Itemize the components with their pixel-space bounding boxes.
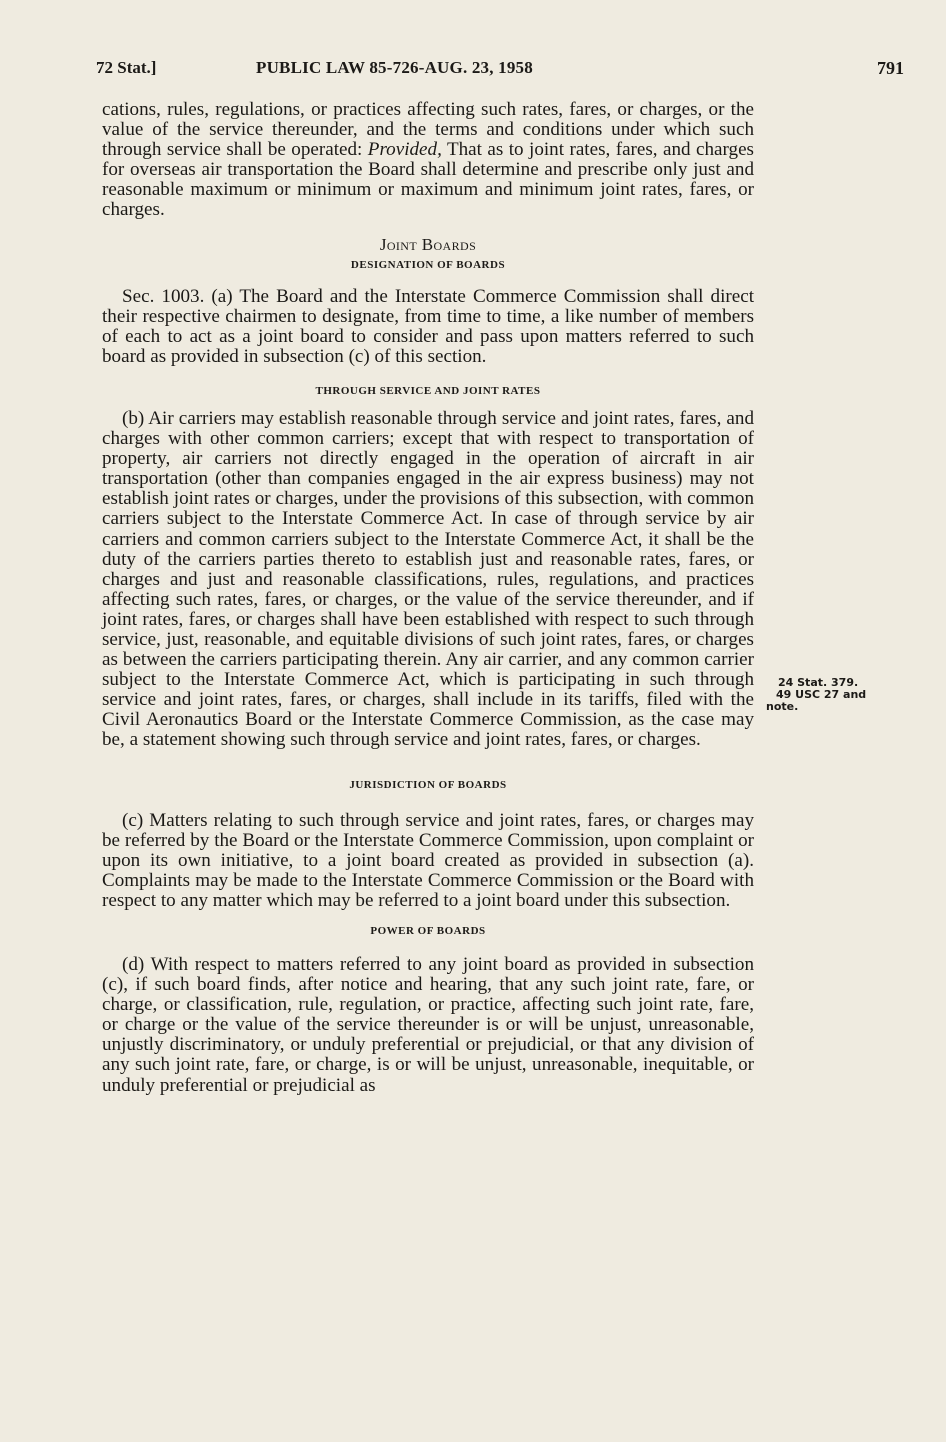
- paragraph-c: (c) Matters relating to such through service and joint rates, fares, or charges may be referred by the Board or the Interstate Commerce Commission, upon complaint or upon its own initiative, to a joint board created as provided in subsection (a). Complaints may be made to the Interstate Commerce Commission or the Board with respect to any matter which may be referred to a joint board under this subsection.: [102, 809, 754, 911]
- running-head: [96, 58, 904, 82]
- proviso-term: Provided,: [367, 139, 442, 161]
- volume-citation: 72 Stat.]: [96, 58, 157, 77]
- page-number: 791: [877, 58, 904, 78]
- subheading-power: POWER OF BOARDS: [370, 925, 486, 937]
- subheading-through-service: THROUGH SERVICE AND JOINT RATES: [315, 384, 541, 397]
- body-text: [102, 100, 754, 1096]
- law-title: PUBLIC LAW 85-726-AUG. 23, 1958: [256, 58, 533, 77]
- subheading-jurisdiction: JURISDICTION OF BOARDS: [349, 778, 507, 791]
- paragraph-a: Sec. 1003. (a) The Board and the Interstate Commerce Commission shall direct their respective chairmen to designate, from time to time, a like number of members of each to act as a joint board to consider and pass upon matters referred to such board as provided in subsection (c) of this section.: [102, 285, 754, 367]
- paragraph-continuation: [102, 100, 754, 221]
- continuation-text: cations, rules, regulations, or practices affecting such rates, fares, or charges, or the value of the service thereunder, and the terms and conditions under which such through service shall be operated:: [102, 99, 754, 161]
- paragraph-d: (d) With respect to matters referred to any joint board as provided in subsection (c), if such board finds, after notice and hearing, that any such joint rate, fare, or charge, or classification, rule, regulation, or practice, affecting such joint rate, fare, or charge or the value of the service thereunder is or will be unjust, unreasonable, unjustly discriminatory, or unduly preferential or prejudicial, or that any division of any such joint rate, fare, or charge, is or will be unjust, unreasonable, inequitable, or unduly preferential or prejudicial as: [102, 954, 754, 1096]
- margin-note-line: note.: [766, 700, 799, 713]
- margin-note-line: 24 Stat. 379.: [778, 676, 859, 689]
- proviso-text: That as to joint rates, fares, and charges for overseas air transportation the Board shall determine and prescribe only just and reasonable maximum or minimum or maximum and minimum joint rates, fares, or charges.: [102, 139, 754, 221]
- paragraph-b: (b) Air carriers may establish reasonable through service and joint rates, fares, and charges with other common carriers; except that with respect to transportation of property, air carriers not directly engaged in the operation of aircraft in air transportation (other than companies engaged in the air express business) may not establish joint rates or charges, under the provisions of this subsection, with common carriers subject to the Interstate Commerce Act. In case of through service by air carriers and common carriers subject to the Interstate Commerce Act, it shall be the duty of the carriers parties thereto to establish just and reasonable rates, fares, or charges and just and reasonable classifications, rules, regulations, and practices affecting such rates, fares, or charges, or the value of the service thereunder, and if joint rates, fares, or charges shall have been established with respect to such through service, just, reasonable, and equitable divisions of such joint rates, fares, or charges as between the carriers participating therein. Any air carrier, and any common carrier subject to the Interstate Commerce Act, which is participating in such through service and joint rates, fares, or charges, shall include in its tariffs, filed with the Civil Aeronautics Board or the Interstate Commerce Commission, as the case may be, a statement showing such through service and joint rates, fares, or charges.: [102, 407, 754, 751]
- margin-note-line: 49 USC 27 and: [776, 688, 867, 701]
- section-heading-joint-boards: Joint Boards: [379, 234, 477, 254]
- subheading-designation: DESIGNATION OF BOARDS: [350, 258, 506, 271]
- margin-note: [766, 676, 916, 713]
